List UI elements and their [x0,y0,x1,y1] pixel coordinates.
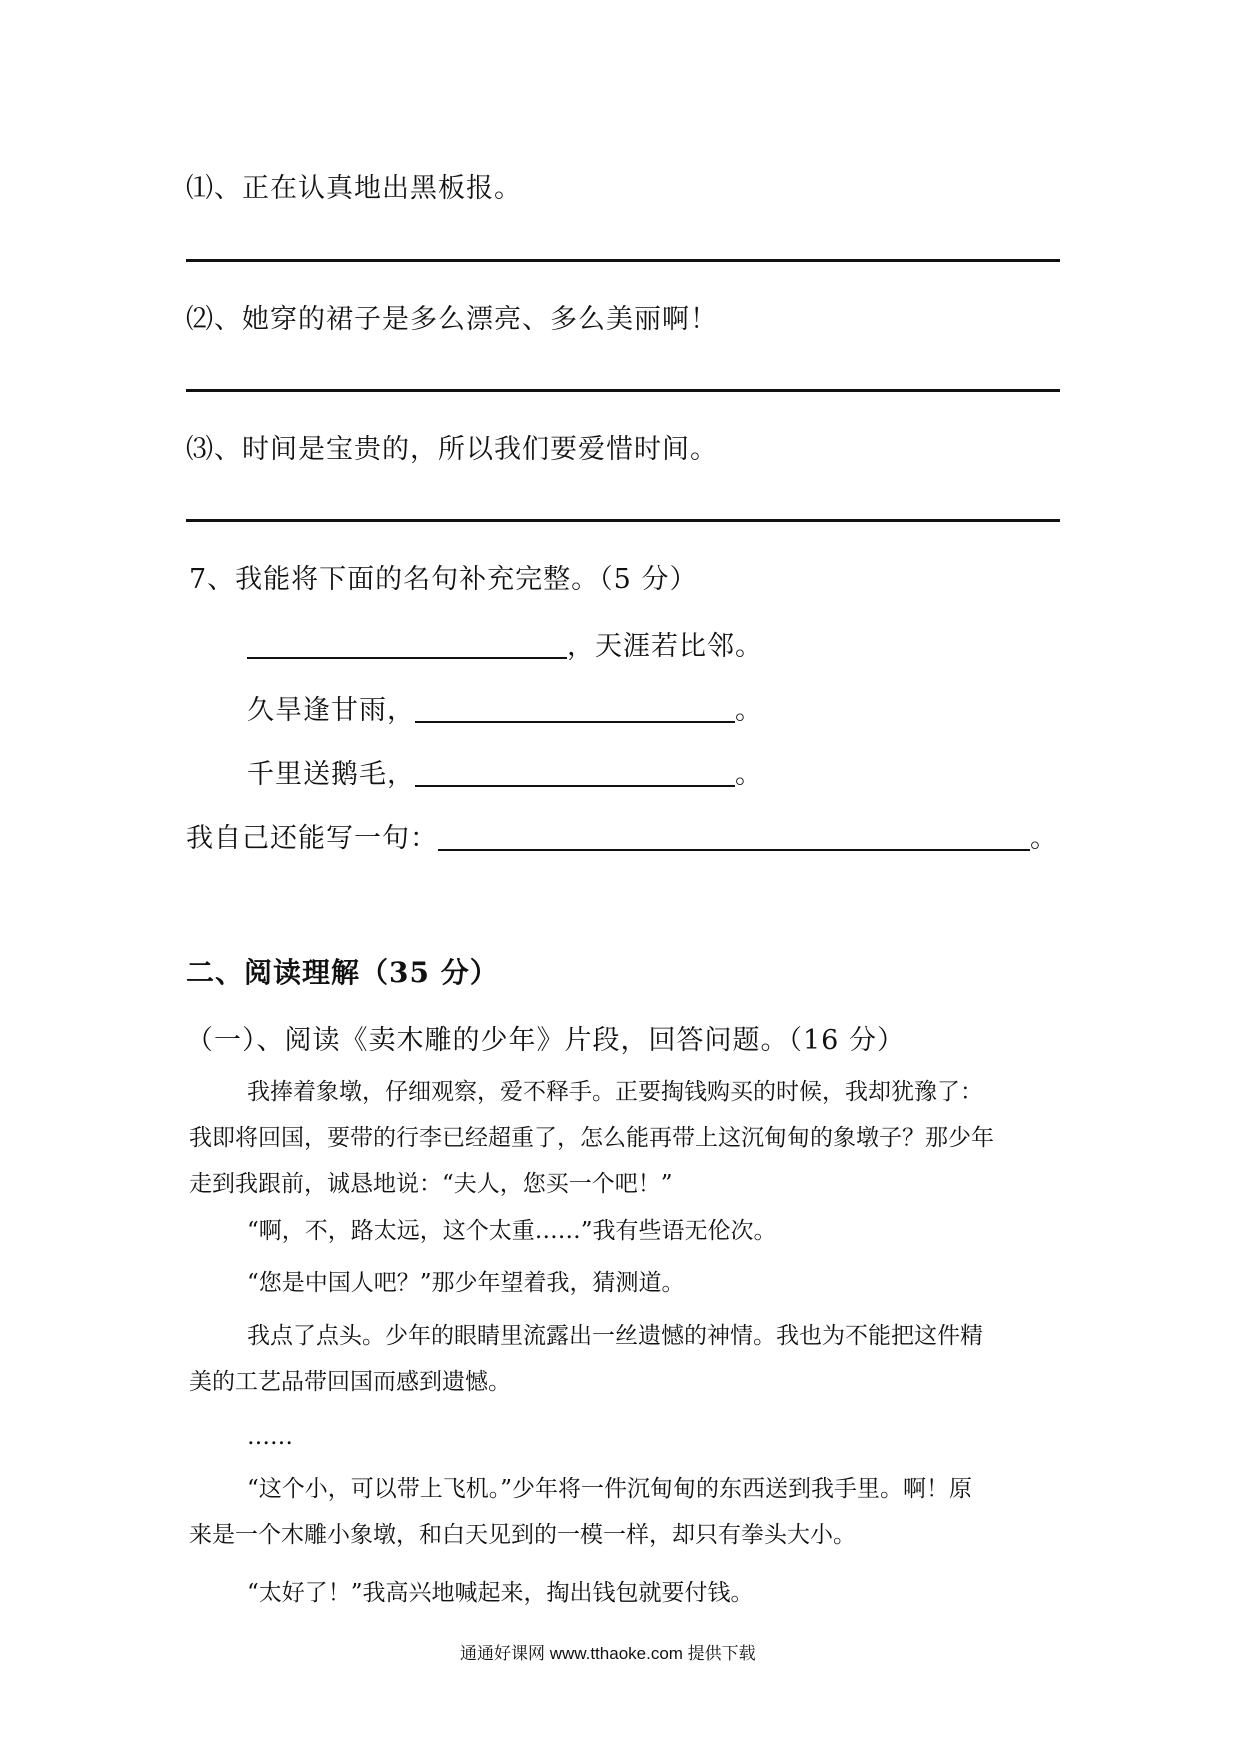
proverb-3-prefix: 千里送鹅毛， [247,759,415,790]
passage-line: 我点了点头。少年的眼睛里流露出一丝遗憾的神情。我也为不能把这件精 [247,1323,983,1349]
fill-blank-4[interactable] [438,849,1030,851]
fill-blank-3[interactable] [415,785,735,787]
fill-blank-1[interactable] [247,657,567,659]
proverb-4-prefix: 我自己还能写一句： [186,823,438,854]
passage-ellipsis [189,1414,1061,1460]
passage-line: 我捧着象墩，仔细观察，爱不释手。正要掏钱购买的时候，我却犹豫了： [247,1079,983,1105]
answer-line-1[interactable] [186,259,1060,262]
passage-paragraph-2 [189,1208,1061,1254]
passage-line: “啊，不，路太远，这个太重……”我有些语无伦次。 [247,1218,777,1244]
proverb-line-4 [186,816,1058,855]
proverb-4-suffix: 。 [1030,823,1058,854]
section-2-heading: 二、阅读理解（35 分） [186,956,499,989]
footer-credit: 通通好课网 www.tthaoke.com 提供下载 [460,1644,756,1663]
proverb-line-1 [247,624,763,663]
proverb-2-suffix: 。 [735,695,763,726]
section-2-subheading: （一）、阅读《卖木雕的少年》片段，回答问题。（16 分） [186,1025,905,1056]
exercise-6-item-2: ⑵、她穿的裙子是多么漂亮、多么美丽啊！ [186,304,718,335]
proverb-1-suffix: ，天涯若比邻。 [567,631,763,662]
passage-line: 我即将回国，要带的行李已经超重了，怎么能再带上这沉甸甸的象墩子？那少年 [189,1125,994,1151]
exercise-7-title: 7、我能将下面的名句补充完整。（5 分） [189,564,698,595]
passage-line: 来是一个木雕小象墩，和白天见到的一模一样，却只有拳头大小。 [189,1522,856,1548]
passage-paragraph-3 [189,1260,1061,1306]
passage-line: “太好了！”我高兴地喊起来，掏出钱包就要付钱。 [247,1580,754,1606]
proverb-3-suffix: 。 [735,759,763,790]
proverb-2-prefix: 久旱逢甘雨， [247,695,415,726]
exercise-6-item-3: ⑶、时间是宝贵的，所以我们要爱惜时间。 [186,434,718,465]
passage-paragraph-6 [189,1570,1061,1616]
proverb-line-3 [247,752,763,791]
ellipsis-text: …… [247,1424,293,1450]
passage-line: “您是中国人吧？”那少年望着我，猜测道。 [247,1270,685,1296]
fill-blank-2[interactable] [415,721,735,723]
answer-line-2[interactable] [186,389,1060,392]
passage-paragraph-4 [189,1313,1061,1405]
passage-paragraph-5 [189,1466,1061,1558]
passage-line: “这个小，可以带上飞机。”少年将一件沉甸甸的东西送到我手里。啊！原 [247,1476,973,1502]
passage-line: 美的工艺品带回国而感到遗憾。 [189,1369,511,1395]
proverb-line-2 [247,688,763,727]
exercise-6-item-1: ⑴、正在认真地出黑板报。 [186,173,522,204]
passage-paragraph-1 [189,1069,1061,1207]
answer-line-3[interactable] [186,519,1060,522]
passage-line: 走到我跟前，诚恳地说：“夫人，您买一个吧！” [189,1171,673,1197]
